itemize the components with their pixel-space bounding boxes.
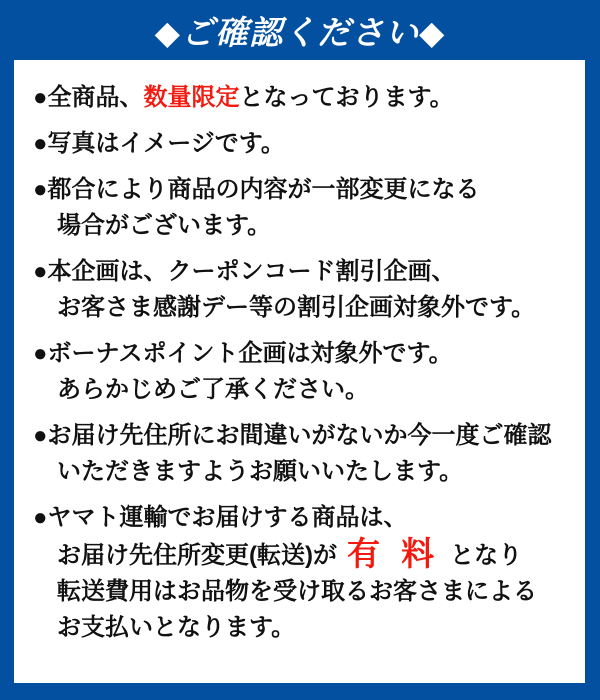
notice-line <box>33 290 573 326</box>
notice-text: ●全商品、 <box>33 84 144 111</box>
notice-text: ●都合により商品の内容が一部変更になる <box>33 176 480 203</box>
notice-text: ●お届け先住所にお間違いがないか今一度ご確認 <box>33 422 552 449</box>
notice-panel <box>14 60 585 683</box>
notice-item <box>33 500 573 646</box>
notice-text: ●本企画は、クーポンコード割引企画、 <box>33 258 456 285</box>
notice-line <box>33 536 573 574</box>
notice-text: となっております。 <box>239 84 454 111</box>
notice-text: 転送費用はお品物を受け取るお客さまによる <box>57 578 537 605</box>
notice-text: お届け先住所変更(転送)が <box>57 542 337 569</box>
notice-line <box>33 208 573 244</box>
notice-text: となり <box>450 542 523 569</box>
notice-line <box>33 126 573 162</box>
notice-text: ●写真はイメージです。 <box>33 130 285 157</box>
notice-item <box>33 418 573 490</box>
notice-item <box>33 126 573 162</box>
notice-item <box>33 336 573 408</box>
notice-line <box>33 454 573 490</box>
notice-item <box>33 172 573 244</box>
notice-item <box>33 80 573 116</box>
notice-line <box>33 610 573 646</box>
notice-line <box>33 574 573 610</box>
notice-line <box>33 254 573 290</box>
notice-text: 場合がございます。 <box>57 212 272 239</box>
notice-line <box>33 372 573 408</box>
notice-text: ●ヤマト運輸でお届けする商品は、 <box>33 504 408 531</box>
page-title: ◆ご確認ください◆ <box>154 13 446 51</box>
notice-list <box>33 80 573 646</box>
notice-text: いただきますようお願いいたします。 <box>57 458 464 485</box>
notice-line <box>33 172 573 208</box>
header-banner <box>0 0 600 60</box>
notice-line <box>33 418 573 454</box>
notice-text: お支払いとなります。 <box>57 614 296 641</box>
highlight-text: 数量限定 <box>143 84 240 111</box>
notice-text: ●ボーナスポイント企画は対象外です。 <box>33 340 453 367</box>
notice-line <box>33 80 573 116</box>
notice-item <box>33 254 573 326</box>
notice-text: あらかじめご了承ください。 <box>57 376 369 403</box>
notice-text: お客さま感謝デー等の割引企画対象外です。 <box>57 294 536 321</box>
notice-line <box>33 500 573 536</box>
notice-line <box>33 336 573 372</box>
highlight-text: 有 料 <box>346 535 441 572</box>
